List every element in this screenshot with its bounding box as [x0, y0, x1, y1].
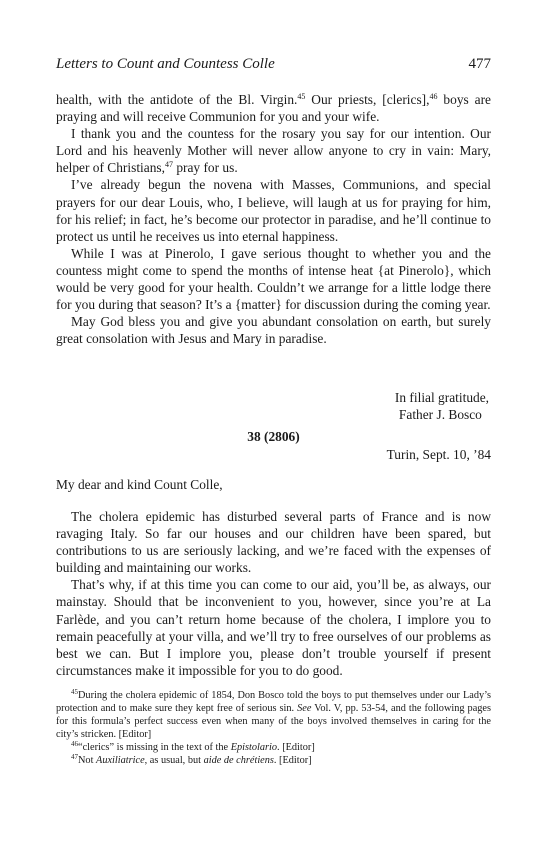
text-span: I thank you and the countess for the rosary you say for our intention. Our Lord and his heavenly Mother will never allow anyone to cry in vain: Mary, helper of Christians, [56, 126, 491, 176]
text-span: health, with the antidote of the Bl. Virgin. [56, 92, 298, 107]
text-span: “clerics” is missing in the text of the [78, 742, 231, 754]
text-span: Not [78, 755, 97, 767]
paragraph [56, 91, 491, 125]
footnote-ref-46[interactable]: 46 [429, 92, 438, 101]
signoff [395, 389, 489, 423]
paragraph: I’ve already begun the novena with Masses, Communions, and special prayers for our dear Louis, who, I believe, will laugh at us for praying for him, for his relief; in fact, he’s become our protector in paradise, and he’ll continue to protect us until he receives us into eternal happiness. [56, 177, 491, 244]
text-span: boys are praying and will receive Communion for you and your wife. [56, 92, 491, 125]
text-span: . [Editor] [277, 742, 315, 754]
text-span: . [Editor] [273, 755, 312, 767]
signature: Father J. Bosco [398, 407, 482, 423]
text-span: Epistolario [230, 742, 278, 754]
dateline: Turin, Sept. 10, ’84 [386, 447, 491, 462]
paragraph: The cholera epidemic has disturbed several parts of France and is now ravaging Italy. So far our houses and our children have been spared, but contributions to us are seriously lacking, and we’re faced with the expenses of building and maintaining our works. [56, 509, 491, 576]
text-span: , as usual, but [144, 755, 204, 767]
footnote-ref-47[interactable]: 47 [164, 160, 173, 170]
text-span: Our priests, [clerics], [305, 92, 430, 107]
footnote-marker: 46 [71, 740, 78, 749]
paragraph: While I was at Pinerolo, I gave serious thought to whether you and the countess might come to spend the months of intense heat {at Pinerolo}, which would be very good for your health. Couldn’t we arrange for a little lodge there for you during that season? It’s a {matter} for discussion during the coming year. [56, 245, 491, 313]
text-span: Vol. V, pp. 53-54, and the following pages for this formula’s perfect success even when many of the boys involved themselves in caring for the city’s stricken. [Editor] [56, 703, 492, 741]
footnote-marker: 45 [71, 688, 78, 696]
footnote-ref-45[interactable]: 45 [297, 92, 306, 101]
page-number: 477 [468, 56, 491, 72]
salutation: My dear and kind Count Colle, [56, 477, 223, 492]
paragraph: May God bless you and give you abundant consolation on earth, but surely great consolation with Jesus and Mary in paradise. [56, 314, 491, 347]
footnote-marker: 47 [71, 753, 78, 762]
footnote-46 [56, 741, 491, 754]
letter-body [56, 508, 491, 679]
continuation-text [56, 91, 491, 347]
text-span: During the cholera epidemic of 1854, Don Bosco told the boys to put themselves under our Lady’s protection and to make sure they kept free of serious sin. [56, 690, 491, 715]
footnote-45 [56, 689, 491, 741]
running-title: Letters to Count and Countess Colle [56, 56, 275, 72]
running-header [56, 56, 491, 73]
text-span: aide de chrétiens [203, 755, 274, 767]
paragraph: That’s why, if at this time you can come to our aid, you’ll be, as always, our mainstay. Should that be inconvenient to you, however, since you’re at La Farlède, and you can’t return home because of the cholera, I implore you to remain peacefully at your villa, and we’ll try to free ourselves of our problems as best we can. But I implore you, please don’t trouble yourself if present circumstances make it impossible for you to do good. [56, 577, 491, 678]
text-span: pray for us. [172, 160, 238, 176]
text-span: See [297, 703, 312, 715]
paragraph [56, 125, 491, 176]
text-span: Auxiliatrice [96, 755, 145, 767]
letter-number: 38 (2806) [247, 429, 300, 444]
closing: In filial gratitude, [394, 390, 489, 405]
footnote-47 [56, 754, 491, 767]
footnotes [56, 689, 491, 768]
